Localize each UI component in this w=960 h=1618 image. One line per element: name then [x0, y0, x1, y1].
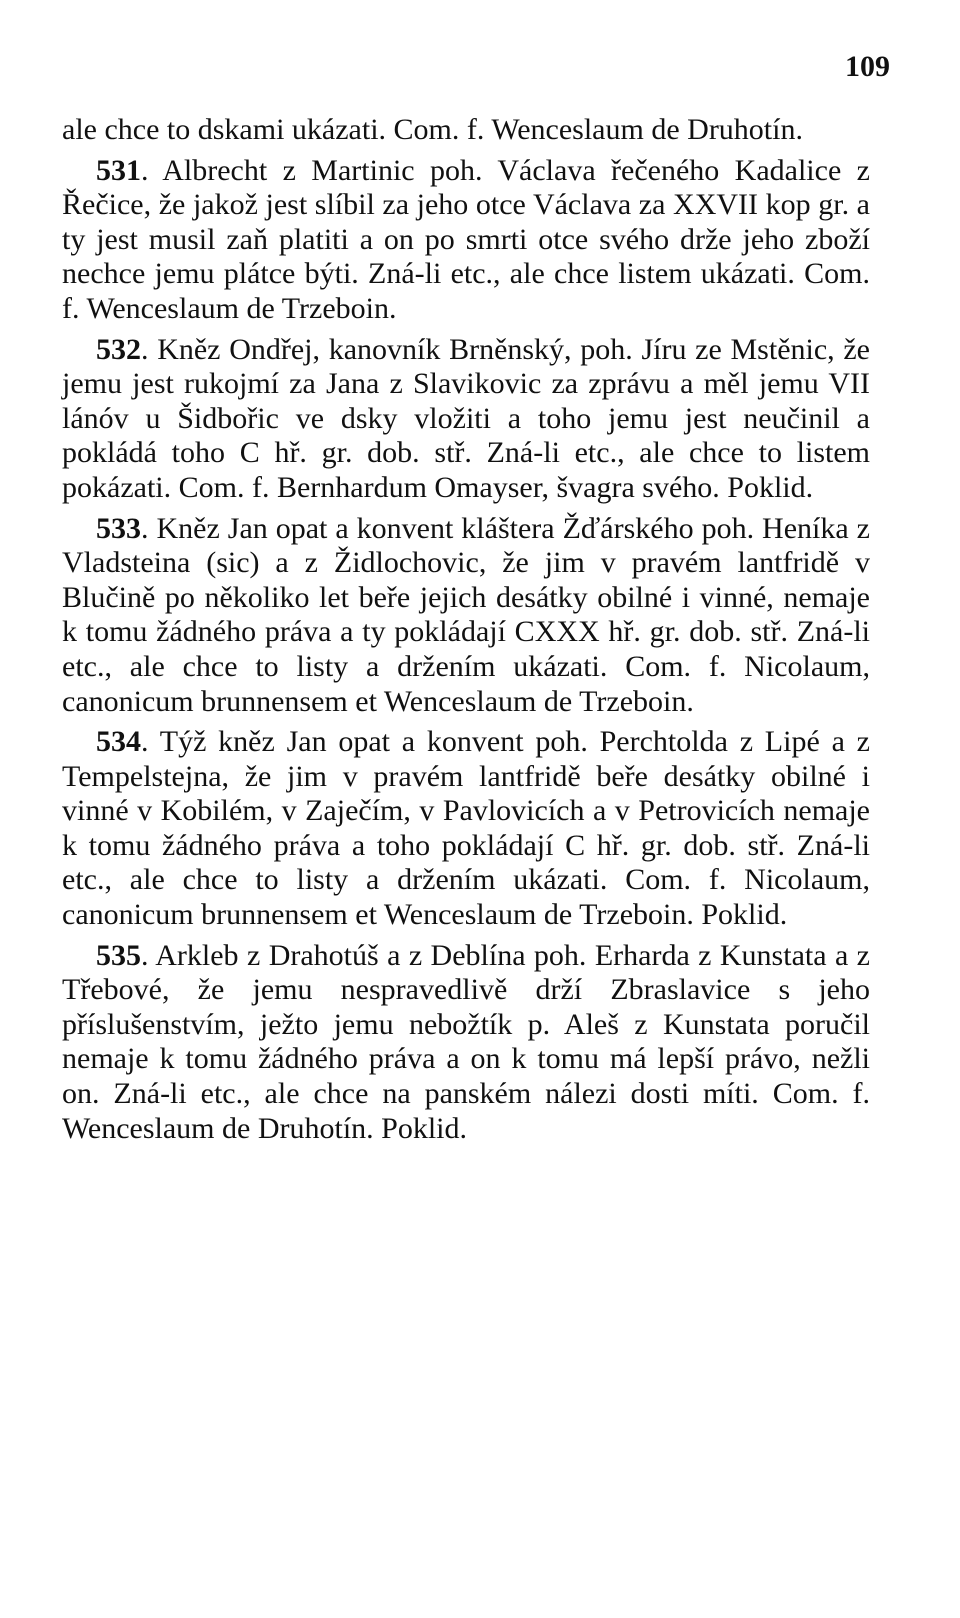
entry-number: 533 [96, 511, 141, 545]
entry-531 [62, 154, 870, 327]
page-number: 109 [845, 50, 890, 83]
entry-number: 535 [96, 938, 141, 972]
entry-number: 532 [96, 332, 141, 366]
paragraph-text: ale chce to dskami ukázati. Com. f. Wenceslaum de Druhotín. [62, 113, 803, 146]
entry-535 [62, 939, 870, 1147]
entry-text: . Albrecht z Martinic poh. Václava řečeného Kadalice z Řečice, že jakož jest slíbil za jeho otce Václava za XXVII kop gr. a ty jest musil zaň platiti a on po smrti otce svého drže jeho zboží nechce jemu plátce býti. Zná-li etc., ale chce listem ukázati. Com. f. Wenceslaum de Trzeboin. [62, 153, 870, 325]
entry-534 [62, 725, 870, 933]
document-body [62, 113, 870, 1152]
entry-text: . Týž kněz Jan opat a konvent poh. Perchtolda z Lipé a z Tempelstejna, že jim v pravém lantfridě beře desátky obilné i vinné v Kobilém, v Zaječím, v Pavlovicích a v Petrovicích nemaje k tomu žádného práva a toho pokládají C hř. gr. dob. stř. Zná-li etc., ale chce to listy a držením ukázati. Com. f. Nicolaum, canonicum brunnensem et Wenceslaum de Trzeboin. Poklid. [62, 725, 870, 932]
entry-text: . Arkleb z Drahotúš a z Deblína poh. Erharda z Kunstata a z Třebové, že jemu nespravedlivě drží Zbraslavice s jeho příslušenstvím, ježto jemu nebožtík p. Aleš z Kunstata poručil nemaje k tomu žádného práva a on k tomu má lepší právo, nežli on. Zná-li etc., ale chce na panském nálezi dosti míti. Com. f. Wenceslaum de Druhotín. Poklid. [62, 938, 870, 1145]
entry-number: 531 [96, 153, 141, 187]
entry-text: . Kněz Ondřej, kanovník Brněnský, poh. Jíru ze Mstěnic, že jemu jest rukojmí za Jana z Slavikovic za zprávu a měl jemu VII lánóv u Šidbořic ve dsky vložiti a toho jemu jest neučinil a pokládá toho C hř. gr. dob. stř. Zná-li etc., ale chce to listem pokázati. Com. f. Bernhardum Omayser, švagra svého. Poklid. [62, 332, 870, 504]
entry-text: . Kněz Jan opat a konvent kláštera Žďárského poh. Heníka z Vladsteina (sic) a z Židlochovic, že jim v pravém lantfridě v Blučině po několiko let beře jejich desátky obilné i vinné, nemaje k tomu žádného práva a ty pokládají CXXX hř. gr. dob. stř. Zná-li etc., ale chce to listy a držením ukázati. Com. f. Nicolaum, canonicum brunnensem et Wenceslaum de Trzeboin. [62, 511, 870, 718]
paragraph-continuation [62, 113, 870, 148]
entry-533 [62, 512, 870, 720]
entry-number: 534 [96, 725, 141, 759]
entry-532 [62, 333, 870, 506]
